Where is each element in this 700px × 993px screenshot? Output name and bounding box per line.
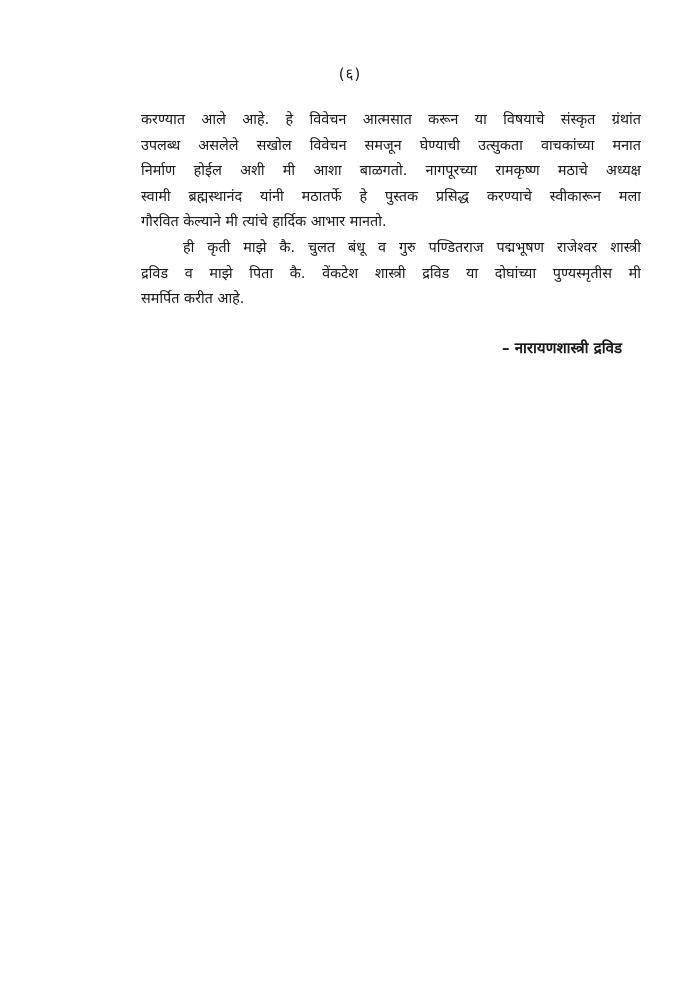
page-number: (६) [338,65,362,83]
text-line: निर्माण होईल अशी मी आशा बाळगतो. नागपूरच्या रामकृष्ण मठाचे अध्यक्ष [141,163,641,180]
text-line: गौरवित केल्याने मी त्यांचे हार्दिक आभार मानतो. [141,214,387,231]
body-text [141,108,641,313]
text-line: द्रविड व माझे पिता कै. वेंकटेश शास्त्री द्रविड या दोघांच्या पुण्यस्मृतीस मी [141,265,641,282]
text-line: ही कृती माझे कै. चुलत बंधू व गुरु पण्डितराज पद्मभूषण राजेश्वर शास्त्री [183,239,641,256]
text-line: स्वामी ब्रह्मस्थानंद यांनी मठातर्फे हे पुस्तक प्रसिद्ध करण्याचे स्वीकारून मला [141,188,641,205]
author-signature: – नारायणशास्त्री द्रविड [501,339,622,357]
paragraph-2 [141,236,641,313]
paragraph-1 [141,108,641,236]
text-line: उपलब्ध असलेले सखोल विवेचन समजून घेण्याची उत्सुकता वाचकांच्या मनात [141,137,641,154]
text-line: करण्यात आले आहे. हे विवेचन आत्मसात करून या विषयाचे संस्कृत ग्रंथांत [141,112,641,128]
text-line: समर्पित करीत आहे. [141,291,245,308]
